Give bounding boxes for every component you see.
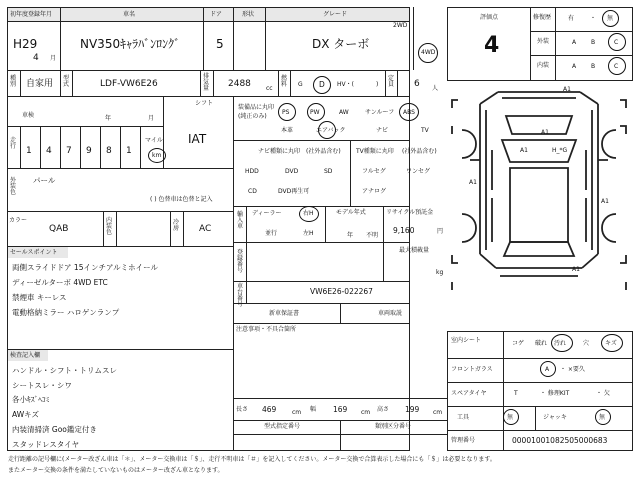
kind-value: 自家用 (26, 79, 54, 89)
equip-sub: (純正のみ) (238, 113, 267, 120)
ext-c: C (614, 39, 619, 46)
reg-date-label: 初年度登録年月 (10, 11, 53, 18)
len-label: 長さ (236, 406, 249, 413)
disp-label: 排気量 (203, 73, 210, 92)
diagram-a1-center: A1 (541, 129, 549, 136)
inspect-item-4: AWキズ (12, 410, 39, 419)
ext-a: A (572, 39, 577, 46)
sheet-scratch: キズ (605, 340, 617, 347)
reg-month-unit: 月 (50, 55, 57, 62)
repair-yes: 有 (568, 15, 575, 22)
mileage-label: 走行 (10, 137, 17, 150)
shift-value: IAT (188, 132, 207, 146)
door-label: ドア (210, 11, 222, 18)
nav-sub: (社外品含む) (306, 148, 341, 155)
int-a: A (572, 63, 577, 70)
nav-sd: SD (324, 168, 333, 175)
jack-none: 無 (599, 414, 606, 421)
person-unit: 人 (432, 85, 439, 92)
colorcode-value: QAB (49, 224, 69, 234)
import-left: 左H (303, 230, 314, 237)
equip-tv: TV (421, 127, 429, 134)
fuel-label: 燃料 (281, 75, 288, 88)
car-name-label: 車名 (123, 11, 136, 18)
spare-label: スペアタイヤ (451, 390, 487, 397)
tv-analog: アナログ (362, 188, 387, 195)
equip-aw: AW (339, 109, 349, 116)
hgt-label: 高さ (377, 406, 390, 413)
ac-label: 冷房 (173, 219, 180, 232)
sheet-hole: 穴 (583, 340, 590, 347)
type-value: LDF-VW6E26 (100, 79, 158, 89)
max-load-label: 最大積載量 (399, 247, 430, 254)
repair-label: 修復歴 (533, 14, 552, 21)
reg-month: 4 (33, 53, 39, 63)
inspect-label: 車検 (22, 112, 35, 119)
inspect-entry-label: 検査記入欄 (10, 352, 41, 359)
chassis-value: VW6E26-022267 (310, 287, 373, 296)
inspect-month-unit: 月 (148, 115, 155, 122)
inspect-year-unit: 年 (105, 115, 112, 122)
wid-unit: cm (361, 409, 371, 416)
ac-value: AC (199, 224, 212, 234)
point-3: 禁煙車 キーレス (12, 293, 67, 302)
cap-label: 定員 (388, 75, 395, 88)
nav-dvd-play: DVD再生可 (278, 188, 310, 195)
import-dealer: ディーラー (252, 210, 282, 217)
hgt-unit: cm (433, 409, 443, 416)
inspect-item-2: シートスレ・シワ (12, 381, 72, 390)
equip-airbag: エアバック (316, 127, 346, 134)
twowd-label: 2WD (393, 22, 408, 29)
color-label: 外装色 (10, 177, 17, 196)
colorcode-label: カラー (9, 217, 28, 224)
sheet-dirt: 汚れ (554, 340, 567, 347)
nav-hdd: HDD (245, 168, 259, 175)
grade-label: グレード (323, 11, 348, 18)
int-color-label: 内装色 (106, 217, 113, 236)
door-count: 5 (216, 37, 224, 51)
diagram-a1-rear: A1 (572, 266, 580, 273)
diagram-a1-top: A1 (563, 86, 571, 93)
tv-title: TV種類に丸印 (356, 148, 394, 155)
interior-label: 内装 (537, 62, 550, 69)
mileage-digit-2: 4 (46, 146, 52, 156)
shift-label: シフト (195, 100, 214, 107)
type-label: 型式 (63, 75, 70, 88)
notes-label: 注意事項・不具合箇所 (236, 326, 297, 333)
jack-label: ジャッキ (543, 414, 567, 421)
wid-label: 幅 (310, 406, 317, 413)
wid-value: 169 (333, 405, 348, 414)
int-c: C (614, 63, 619, 70)
model-year-unit: 年 (347, 232, 354, 239)
model-label: 形状 (242, 11, 255, 18)
len-unit: cm (292, 409, 302, 416)
mileage-digit-1: 1 (26, 146, 32, 156)
footer-line-1: 走行距離の記号欄に(メーター改ざん車は「＊」、メーター交換車は「＄」、走行不明車は「＃」を記入してください。メーター交換で合算表示した場合にも「＄」は必要となります。 (8, 456, 496, 463)
equip-abs: ABS (403, 109, 415, 116)
spare-t: T (514, 390, 518, 397)
tv-sub: (社外品含む) (402, 148, 437, 155)
front-glass-repair: ・ ×要久 (560, 366, 585, 373)
tv-fullseg: フルセグ (362, 168, 386, 175)
nav-dvd: DVD (285, 168, 299, 175)
inspect-item-5: 内装清掃済 Goo鑑定付き (12, 425, 97, 434)
fuel-g: G (298, 81, 303, 88)
tools-label: 工具 (457, 414, 470, 421)
front-glass-a: A (545, 366, 550, 373)
mileage-digit-4: 9 (86, 146, 92, 156)
eval-label: 評価点 (480, 14, 499, 21)
repair-no: 無 (607, 15, 614, 22)
front-glass-label: フロントガラス (451, 366, 493, 373)
class-no-label: 類別区分番号 (375, 423, 412, 430)
cap-value: 6 (414, 79, 420, 89)
mileage-digit-6: 1 (126, 146, 132, 156)
point-2: ディーゼルターボ 4WD ETC (12, 278, 108, 287)
plate-label: 登録番号 (237, 249, 244, 274)
yen-unit: 円 (437, 228, 444, 235)
equip-sunroof: サンルーフ (365, 109, 395, 116)
int-sheet-label: 室内シート (451, 337, 482, 344)
mileage-digit-5: 8 (106, 146, 112, 156)
points-label: セールスポイント (10, 249, 58, 256)
len-value: 469 (262, 405, 277, 414)
inspect-item-3: 各小ｷｽﾞﾍｺﾐ (12, 395, 50, 404)
recycle-label: リサイクル預託金 (386, 209, 434, 216)
car-name: NV350ｷｬﾗﾊﾞﾝﾛﾝｸﾞ (80, 37, 181, 51)
point-1: 両側スライドドア 15インチアルミホイール (12, 263, 159, 272)
tools-none: 無 (507, 414, 514, 421)
score-value: 4 (484, 33, 500, 58)
inspect-item-6: スタッドレスタイヤ (12, 440, 80, 449)
mgmt-value: 00001001082505000683 (512, 436, 608, 445)
cc-unit: cc (266, 85, 273, 92)
diagram-hg: H_*G (552, 147, 568, 154)
recycle-value: 9,160 (393, 226, 415, 235)
spare-kit: ・ 修理KIT (540, 390, 570, 397)
grade-value: DX ターボ (312, 37, 370, 51)
reg-year: H29 (13, 37, 38, 51)
mgmt-label: 管理番号 (451, 437, 476, 444)
ext-b: B (591, 39, 596, 46)
fuel-hv: HV・( (337, 81, 354, 88)
km-label: km (152, 152, 162, 159)
inspect-item-1: ハンドル・シフト・トリムスレ (12, 366, 117, 375)
diagram-a1-rw: A1 (601, 198, 609, 205)
hgt-value: 199 (405, 405, 420, 414)
footer-line-2: またメーター交換の条件を満たしていないものはメーター改ざん車となります。 (8, 467, 224, 474)
diagram-a1-left: A1 (520, 147, 528, 154)
model-year-label: モデル年式 (336, 209, 366, 216)
color-note: ( ) 色替車は色替と記入 (150, 196, 213, 203)
diagram-a1-lw: A1 (469, 179, 477, 186)
equip-navi: ナビ (376, 127, 389, 134)
chassis-label: 車台番号 (237, 283, 244, 308)
nav-cd: CD (248, 188, 257, 195)
kg-unit: kg (436, 269, 444, 276)
import-label: 輸入車 (237, 211, 244, 230)
kind-label: 種別 (10, 75, 17, 88)
equip-ps: PS (282, 109, 290, 116)
sheet-tear: 破れ (535, 340, 548, 347)
tv-oneseg: ワンセグ (406, 168, 431, 175)
sheet-burn: コゲ (512, 340, 525, 347)
mileage-digit-3: 7 (66, 146, 72, 156)
disp-value: 2488 (228, 79, 251, 89)
fuel-d: D (319, 80, 325, 89)
fourwd-label: 4WD (421, 49, 436, 56)
nav-title: ナビ種類に丸印 (258, 148, 301, 155)
spare-none: ・ 欠 (596, 390, 610, 397)
color-value: パール (33, 176, 56, 185)
model-year-unknown: 不明 (366, 232, 379, 239)
mile-label: マイル (145, 137, 163, 144)
import-right: 右H (303, 210, 314, 217)
import-parallel: 並行 (265, 230, 278, 237)
equip-leather: 本革 (281, 127, 294, 134)
fuel-close: ) (376, 81, 379, 88)
manual-label: 車両取説 (378, 310, 403, 317)
point-4: 電動格納ミラー ハロゲンランプ (12, 308, 120, 317)
new-warranty-label: 新車保証書 (269, 310, 300, 317)
exterior-label: 外装 (537, 38, 550, 45)
equip-pw: PW (310, 109, 320, 116)
type-no-label: 型式指定番号 (264, 423, 301, 430)
int-b: B (591, 63, 596, 70)
equip-title: 装備品に丸印 (238, 104, 275, 111)
